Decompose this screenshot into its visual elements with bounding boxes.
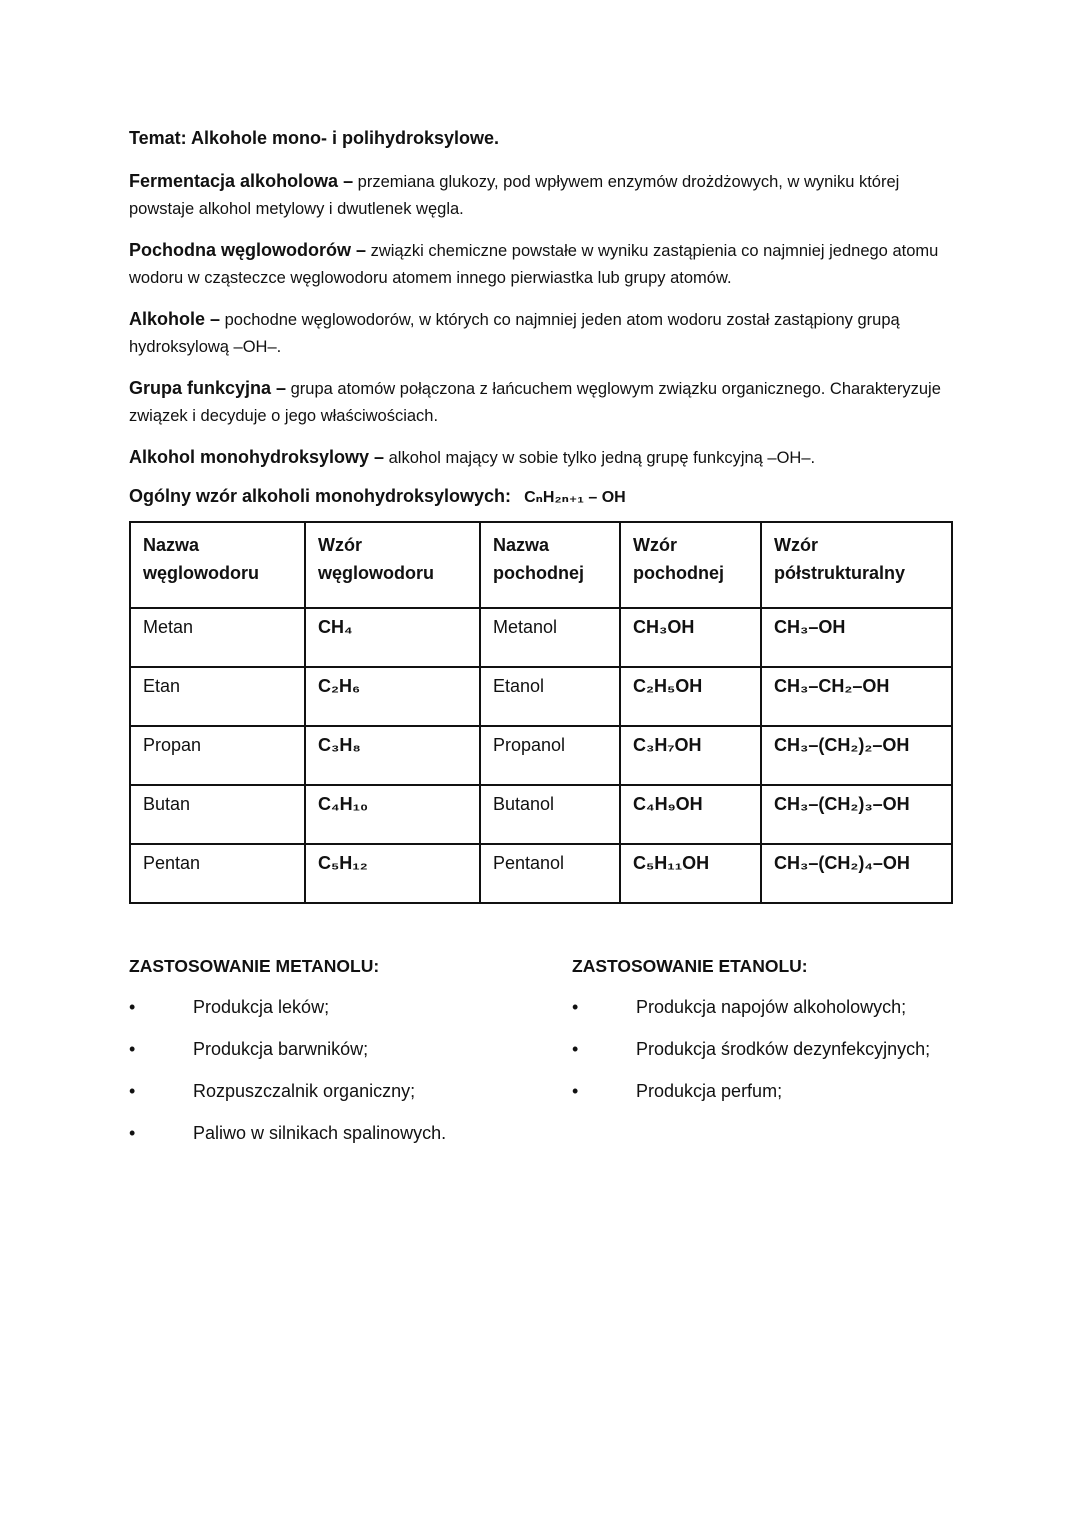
header-semistructural-formula: Wzór półstrukturalny [761, 522, 952, 608]
cell-derivative-name: Propanol [480, 726, 620, 785]
list-item-text: Produkcja leków; [193, 997, 330, 1017]
definition-term: Alkohole – [129, 309, 221, 329]
definition-text: przemiana glukozy, pod wpływem enzymów drożdżowych, w wyniku której powstaje alkohol metylowy i dwutlenek węgla. [129, 173, 900, 218]
cell-hydrocarbon-name: Butan [130, 785, 305, 844]
definition-monohydroxy-alcohol [129, 444, 951, 472]
cell-derivative-name: Pentanol [480, 844, 620, 903]
table-row [130, 726, 952, 785]
definition-hydrocarbon-derivative [129, 237, 951, 292]
cell-semistructural-formula: CH₃–(CH₂)₃–OH [761, 785, 952, 844]
bullet-icon: • [572, 1039, 579, 1059]
definition-text: pochodne węglowodorów, w których co najmniej jeden atom wodoru został zastąpiony grupą hydroksylową –OH–. [129, 311, 900, 356]
list-item-text: Produkcja barwników; [193, 1039, 369, 1059]
table-row [130, 608, 952, 667]
header-derivative-formula: Wzór pochodnej [620, 522, 761, 608]
table-row [130, 844, 952, 903]
cell-derivative-name: Butanol [480, 785, 620, 844]
cell-hydrocarbon-formula: C₃H₈ [305, 726, 480, 785]
definition-text: grupa atomów połączona z łańcuchem węglowym związku organicznego. Charakteryzuje związek i decyduje o jego właściwościach. [129, 380, 941, 425]
general-formula-label: Ogólny wzór alkoholi monohydroksylowych: [129, 486, 512, 506]
cell-hydrocarbon-name: Propan [130, 726, 305, 785]
cell-hydrocarbon-name: Pentan [130, 844, 305, 903]
ethanol-uses-heading: ZASTOSOWANIE ETANOLU: [572, 956, 808, 976]
list-item-text: Produkcja napojów alkoholowych; [636, 997, 907, 1017]
cell-semistructural-formula: CH₃–OH [761, 608, 952, 667]
cell-hydrocarbon-name: Etan [130, 667, 305, 726]
methanol-uses-heading: ZASTOSOWANIE METANOLU: [129, 956, 380, 976]
ethanol-uses [572, 956, 951, 1119]
list-item [129, 1119, 549, 1147]
document-page [129, 128, 951, 1143]
cell-derivative-name: Etanol [480, 667, 620, 726]
definition-term: Alkohol monohydroksylowy – [129, 447, 385, 467]
bullet-icon: • [129, 1123, 136, 1143]
cell-semistructural-formula: CH₃–(CH₂)₂–OH [761, 726, 952, 785]
cell-hydrocarbon-formula: C₂H₆ [305, 667, 480, 726]
definition-term: Fermentacja alkoholowa – [129, 171, 354, 191]
bullet-icon: • [129, 1081, 136, 1101]
cell-hydrocarbon-formula: C₅H₁₂ [305, 844, 480, 903]
list-item [572, 1077, 951, 1105]
bullet-icon: • [129, 997, 136, 1017]
ethanol-uses-list [572, 993, 951, 1105]
methanol-uses [129, 956, 549, 1161]
list-item [572, 993, 951, 1021]
definition-term: Pochodna węglowodorów – [129, 240, 367, 260]
cell-hydrocarbon-formula: CH₄ [305, 608, 480, 667]
list-item-text: Rozpuszczalnik organiczny; [193, 1081, 416, 1101]
bullet-icon: • [572, 1081, 579, 1101]
page-title: Temat: Alkohole mono- i polihydroksylowe. [129, 128, 500, 148]
list-item-text: Produkcja środków dezynfekcyjnych; [636, 1039, 931, 1059]
methanol-uses-list [129, 993, 549, 1147]
bullet-icon: • [572, 997, 579, 1017]
list-item-text: Paliwo w silnikach spalinowych. [193, 1123, 447, 1143]
cell-hydrocarbon-name: Metan [130, 608, 305, 667]
cell-semistructural-formula: CH₃–(CH₂)₄–OH [761, 844, 952, 903]
general-formula [129, 486, 951, 507]
definition-text: alkohol mający w sobie tylko jedną grupę funkcyjną –OH–. [384, 449, 816, 467]
table-row [130, 785, 952, 844]
cell-derivative-formula: C₅H₁₁OH [620, 844, 761, 903]
bullet-icon: • [129, 1039, 136, 1059]
list-item [129, 1035, 549, 1063]
cell-derivative-formula: C₄H₉OH [620, 785, 761, 844]
definition-functional-group [129, 375, 951, 430]
table-row [130, 667, 952, 726]
definition-text: związki chemiczne powstałe w wyniku zastąpienia co najmniej jednego atomu wodoru w cząsteczce węglowodoru atomem innego pierwiastka lub grupy atomów. [129, 242, 939, 287]
alcohols-table [129, 521, 953, 904]
cell-semistructural-formula: CH₃–CH₂–OH [761, 667, 952, 726]
definition-alcohols [129, 306, 951, 361]
definition-fermentation [129, 168, 951, 223]
cell-derivative-formula: CH₃OH [620, 608, 761, 667]
list-item [129, 993, 549, 1021]
cell-hydrocarbon-formula: C₄H₁₀ [305, 785, 480, 844]
list-item [129, 1077, 549, 1105]
list-item-text: Produkcja perfum; [636, 1081, 783, 1101]
cell-derivative-formula: C₂H₅OH [620, 667, 761, 726]
cell-derivative-formula: C₃H₇OH [620, 726, 761, 785]
header-hydrocarbon-name: Nazwa węglowodoru [130, 522, 305, 608]
table-header-row [130, 522, 952, 608]
general-formula-value: CₙH₂ₙ₊₁ – OH [524, 489, 626, 506]
definition-term: Grupa funkcyjna – [129, 378, 287, 398]
list-item [572, 1035, 951, 1063]
cell-derivative-name: Metanol [480, 608, 620, 667]
header-hydrocarbon-formula: Wzór węglowodoru [305, 522, 480, 608]
header-derivative-name: Nazwa pochodnej [480, 522, 620, 608]
